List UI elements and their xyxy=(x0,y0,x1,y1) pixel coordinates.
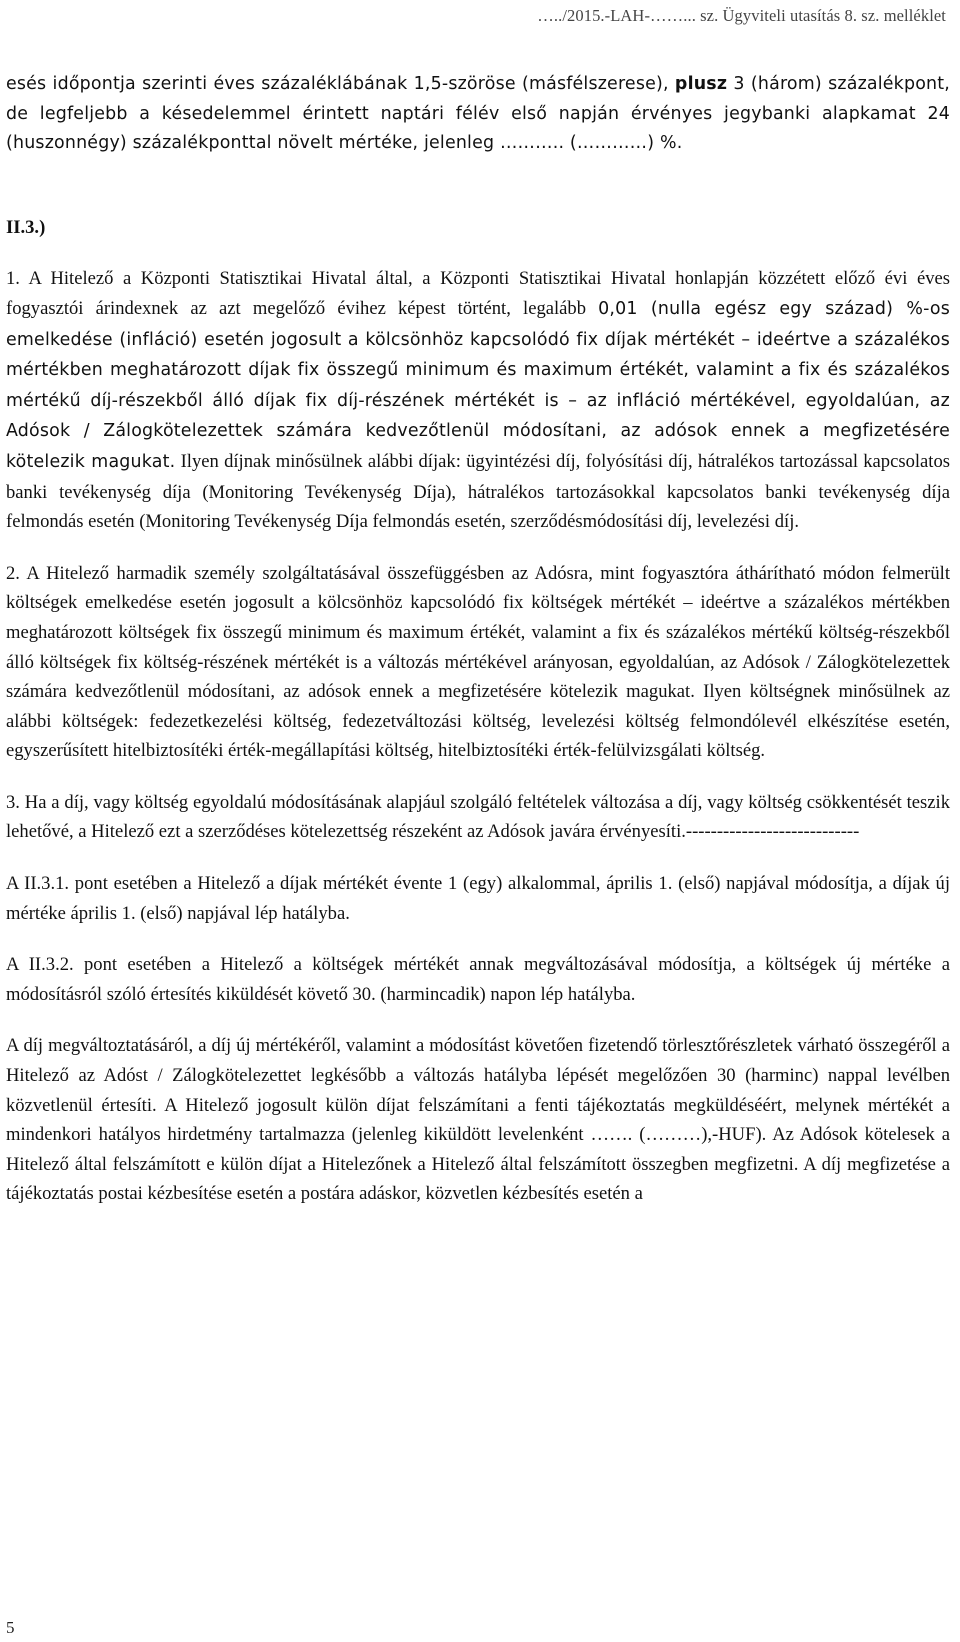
paragraph-1-sans-text: 0,01 (nulla egész egy század) %-os emelkedése (infláció) esetén jogosult a kölcsönhöz kapcsolódó fix díjak mértékét – ideértve a százalékos mértékben meghatározott díjak fix összegű minimum és maximum értékét, valamint a fix és százalékos mértékű díj-részekből álló díjak fix díj-részének mértékét is – az infláció mértékével, egyoldalúan, az Adósok / Zálogkötelezettek számára kedvezőtlenül módosítani, az adósok ennek a megfizetésére kötelezik magukat. xyxy=(6,298,950,472)
section-heading: II.3.) xyxy=(6,216,46,238)
document-header: …../2015.-LAH-……... sz. Ügyviteli utasítás 8. sz. melléklet xyxy=(537,6,946,25)
intro-text-end: 3 (három) százalékpont, de legfeljebb a késedelemmel érintett naptári félév első napján érvényes jegybanki alapkamat 24 (huszonnégy) százalékponttal növelt mértéke, jelenleg ……….. (…………) %. xyxy=(6,74,950,154)
paragraph-2: 2. A Hitelező harmadik személy szolgáltatásával összefüggésben az Adósra, mint fogyasztóra áthárítható módon felmerült költségek emelkedése esetén jogosult a kölcsönhöz kapcsolódó fix költségek mértékét – ideértve a százalékos mértékben meghatározott költségek fix összegű minimum és maximum értékét, valamint a fix és százalékos mértékű költség-részekből álló költségek fix költség-részének mértékét is a változás mértékével arányosan, egyoldalúan, az Adósok / Zálogkötelezettek számára kedvezőtlenül módosítani, az adósok ennek a megfizetésére kötelezik magukat. Ilyen költségnek minősülnek az alábbi költségek: fedezetkezelési költség, fedezetváltozási költség, levelezési költség felmondólevél elkészítése esetén, egyszerűsített hitelbiztosítéki érték-megállapítási költség, hitelbiztosítéki érték-felülvizsgálati költség. xyxy=(6,562,950,762)
intro-bold-word: plusz xyxy=(674,74,728,94)
intro-paragraph xyxy=(6,70,950,159)
document-body xyxy=(6,70,950,1209)
paragraph-cost-schedule: A II.3.2. pont esetében a Hitelező a költségek mértékét annak megváltozásával módosítja, a költségek új mértéke a módosításról szóló értesítés kiküldését követő 30. (harmincadik) napon lép hatályba. xyxy=(6,954,950,1005)
paragraph-1-fee-list: Ilyen díjnak minősülnek alábbi díjak: ügyintézési díj, folyósítási díj, hátralékos tartozással kapcsolatos banki tevékenység díja (Monitoring Tevékenység Díja), hátralékos tartozásokkal kapcsolatos banki tevékenység díja felmondás esetén (Monitoring Tevékenység Díja felmondás esetén, szerződésmódosítási díj, levelezési díj. xyxy=(6,450,950,533)
paragraph-fee-schedule: A II.3.1. pont esetében a Hitelező a díjak mértékét évente 1 (egy) alkalommal, április 1. (első) napjával módosítja, a díjak új mértéke április 1. (első) napjával lép hatályba. xyxy=(6,873,950,924)
paragraph-3: 3. Ha a díj, vagy költség egyoldalú módosításának alapjául szolgáló feltételek változása a díj, vagy költség csökkentését teszik lehetővé, a Hitelező ezt a szerződéses kötelezettség részeként az Adósok javára érvényesíti.---------------------------- xyxy=(6,791,950,843)
page-number: 5 xyxy=(6,1618,15,1637)
paragraph-1-intro: 1. A Hitelező a Központi Statisztikai Hivatal által, a Központi Statisztikai Hivatal honlapján közzétett előző évi éves fogyasztói árindexnek az azt megelőző évihez képest történt, legalább xyxy=(6,268,950,319)
paragraph-1 xyxy=(6,264,950,536)
intro-text-start: esés időpontja szerinti éves százaléklábának 1,5-szöröse (másfélszerese), xyxy=(6,74,675,94)
paragraph-notification: A díj megváltoztatásáról, a díj új mértékéről, valamint a módosítást követően fizetendő törlesztőrészletek várható összegéről a Hitelező az Adóst / Zálogkötelezettet legkésőbb a változás hatályba lépését megelőzően 30 (harminc) nappal levélben közvetlenül értesíti. A Hitelező jogosult külön díjat felszámítani a fenti tájékoztatás megküldéséért, melynek mértékét a mindenkori hatályos hirdetmény tartalmazza (jelenleg kiküldött levelenként ……. (………),-HUF). Az Adósok kötelesek a Hitelező által felszámított e külön díjat a Hitelezőnek a Hitelező által felszámított összegben megfizetni. A díj megfizetése a tájékoztatás postai kézbesítése esetén a postára adáskor, közvetlen kézbesítés esetén a xyxy=(6,1035,950,1205)
